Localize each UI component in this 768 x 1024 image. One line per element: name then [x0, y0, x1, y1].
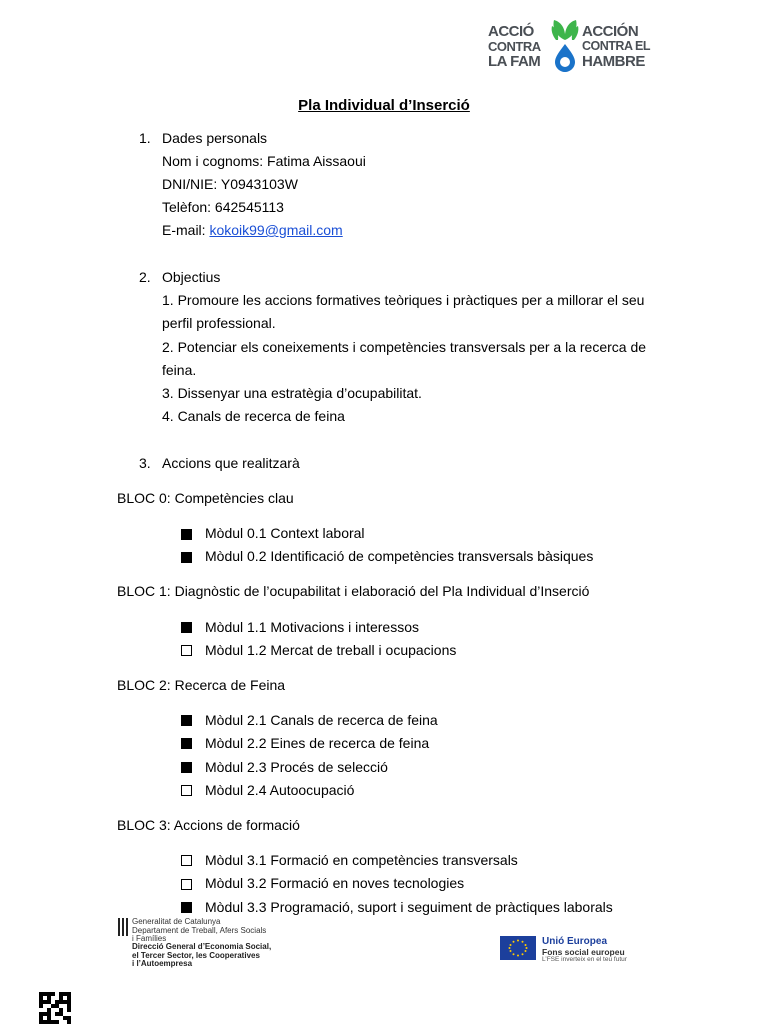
direccio-line: Direcció General d’Economia Social,	[132, 942, 272, 951]
email-link[interactable]: kokoik99@gmail.com	[209, 222, 343, 238]
generalitat-line: i Famílies	[132, 934, 167, 943]
generalitat-line: Departament de Treball, Afers Socials	[132, 925, 267, 935]
objective-line: 1. Promoure les accions formatives teòriques i pràctiques per a millorar el seu	[162, 292, 645, 308]
logo-right-line: HAMBRE	[582, 53, 645, 70]
bloc-title: BLOC 3: Accions de formació	[117, 817, 300, 833]
field-dni: DNI/NIE: Y0943103W	[162, 176, 298, 192]
eu-fund: Fons social europeu	[542, 947, 625, 957]
bloc-title: BLOC 1: Diagnòstic de l’ocupabilitat i elaboració del Pla Individual d’Inserció	[117, 583, 590, 599]
logo-right-line: ACCIÓN	[582, 23, 639, 40]
module-label: Mòdul 0.2 Identificació de competències transversals bàsiques	[205, 548, 594, 564]
module-checkbox[interactable]	[181, 622, 192, 633]
module-label: Mòdul 2.4 Autoocupació	[205, 782, 355, 798]
module-label: Mòdul 2.2 Eines de recerca de feina	[205, 735, 430, 751]
module-checkbox[interactable]	[181, 762, 192, 773]
module-checkbox[interactable]	[181, 738, 192, 749]
logo-right-line: CONTRA EL	[582, 39, 650, 53]
document-title: Pla Individual d’Inserció	[298, 97, 470, 114]
module-checkbox[interactable]	[181, 552, 192, 563]
section-number: 3.	[139, 455, 151, 471]
generalitat-logo	[118, 918, 288, 976]
section-number: 2.	[139, 269, 151, 285]
module-checkbox[interactable]	[181, 855, 192, 866]
module-label: Mòdul 2.3 Procés de selecció	[205, 759, 388, 775]
objective-line: 2. Potenciar els coneixements i competències transversals per a la recerca de	[162, 339, 647, 355]
field-name: Nom i cognoms: Fatima Aissaoui	[162, 153, 366, 169]
eu-flag-icon	[500, 936, 536, 960]
bloc-title: BLOC 2: Recerca de Feina	[117, 677, 286, 693]
logo-left-line: LA FAM	[488, 53, 541, 70]
direccio-line: i l’Autoempresa	[132, 959, 193, 968]
generalitat-line: Generalitat de Catalunya	[132, 917, 221, 926]
field-email	[162, 222, 343, 239]
module-checkbox[interactable]	[181, 715, 192, 726]
generalitat-emblem-icon	[118, 918, 128, 936]
email-label: E-mail:	[162, 222, 210, 238]
objective-line: 4. Canals de recerca de feina	[162, 408, 345, 424]
direccio-general-text	[132, 943, 271, 969]
leaf-drop-icon	[550, 18, 580, 74]
module-checkbox[interactable]	[181, 529, 192, 540]
module-label: Mòdul 3.1 Formació en competències transversals	[205, 852, 518, 868]
objective-line: 3. Dissenyar una estratègia d’ocupabilitat.	[162, 385, 422, 401]
bloc-title: BLOC 0: Competències clau	[117, 490, 294, 506]
eu-name: Unió Europea	[542, 936, 608, 947]
logo-left-line: CONTRA	[488, 39, 541, 54]
module-label: Mòdul 0.1 Context laboral	[205, 525, 365, 541]
eu-fse-logo	[500, 936, 650, 964]
section-heading: Dades personals	[162, 130, 268, 146]
module-label: Mòdul 1.2 Mercat de treball i ocupacions	[205, 642, 457, 658]
eu-tagline: L’FSE inverteix en el teu futur	[542, 956, 627, 963]
logo-right-text	[582, 24, 650, 69]
module-checkbox[interactable]	[181, 785, 192, 796]
accio-contra-la-fam-logo	[486, 18, 651, 76]
direccio-line: el Tercer Sector, les Cooperatives	[132, 950, 260, 960]
module-label: Mòdul 1.1 Motivacions i interessos	[205, 619, 419, 635]
objective-line: perfil professional.	[162, 315, 276, 331]
generalitat-text	[132, 918, 266, 944]
objective-line: feina.	[162, 362, 197, 378]
module-label: Mòdul 3.2 Formació en noves tecnologies	[205, 875, 465, 891]
module-label: Mòdul 3.3 Programació, suport i seguiment de pràctiques laborals	[205, 899, 613, 915]
section-heading: Accions que realitzarà	[162, 455, 300, 471]
logo-left-line: ACCIÓ	[488, 23, 534, 40]
module-checkbox[interactable]	[181, 879, 192, 890]
qr-code-icon	[39, 992, 71, 1024]
module-checkbox[interactable]	[181, 902, 192, 913]
module-label: Mòdul 2.1 Canals de recerca de feina	[205, 712, 438, 728]
section-number: 1.	[139, 130, 151, 146]
logo-left-text	[488, 24, 541, 69]
field-phone: Telèfon: 642545113	[162, 199, 284, 215]
section-heading: Objectius	[162, 269, 221, 285]
module-checkbox[interactable]	[181, 645, 192, 656]
